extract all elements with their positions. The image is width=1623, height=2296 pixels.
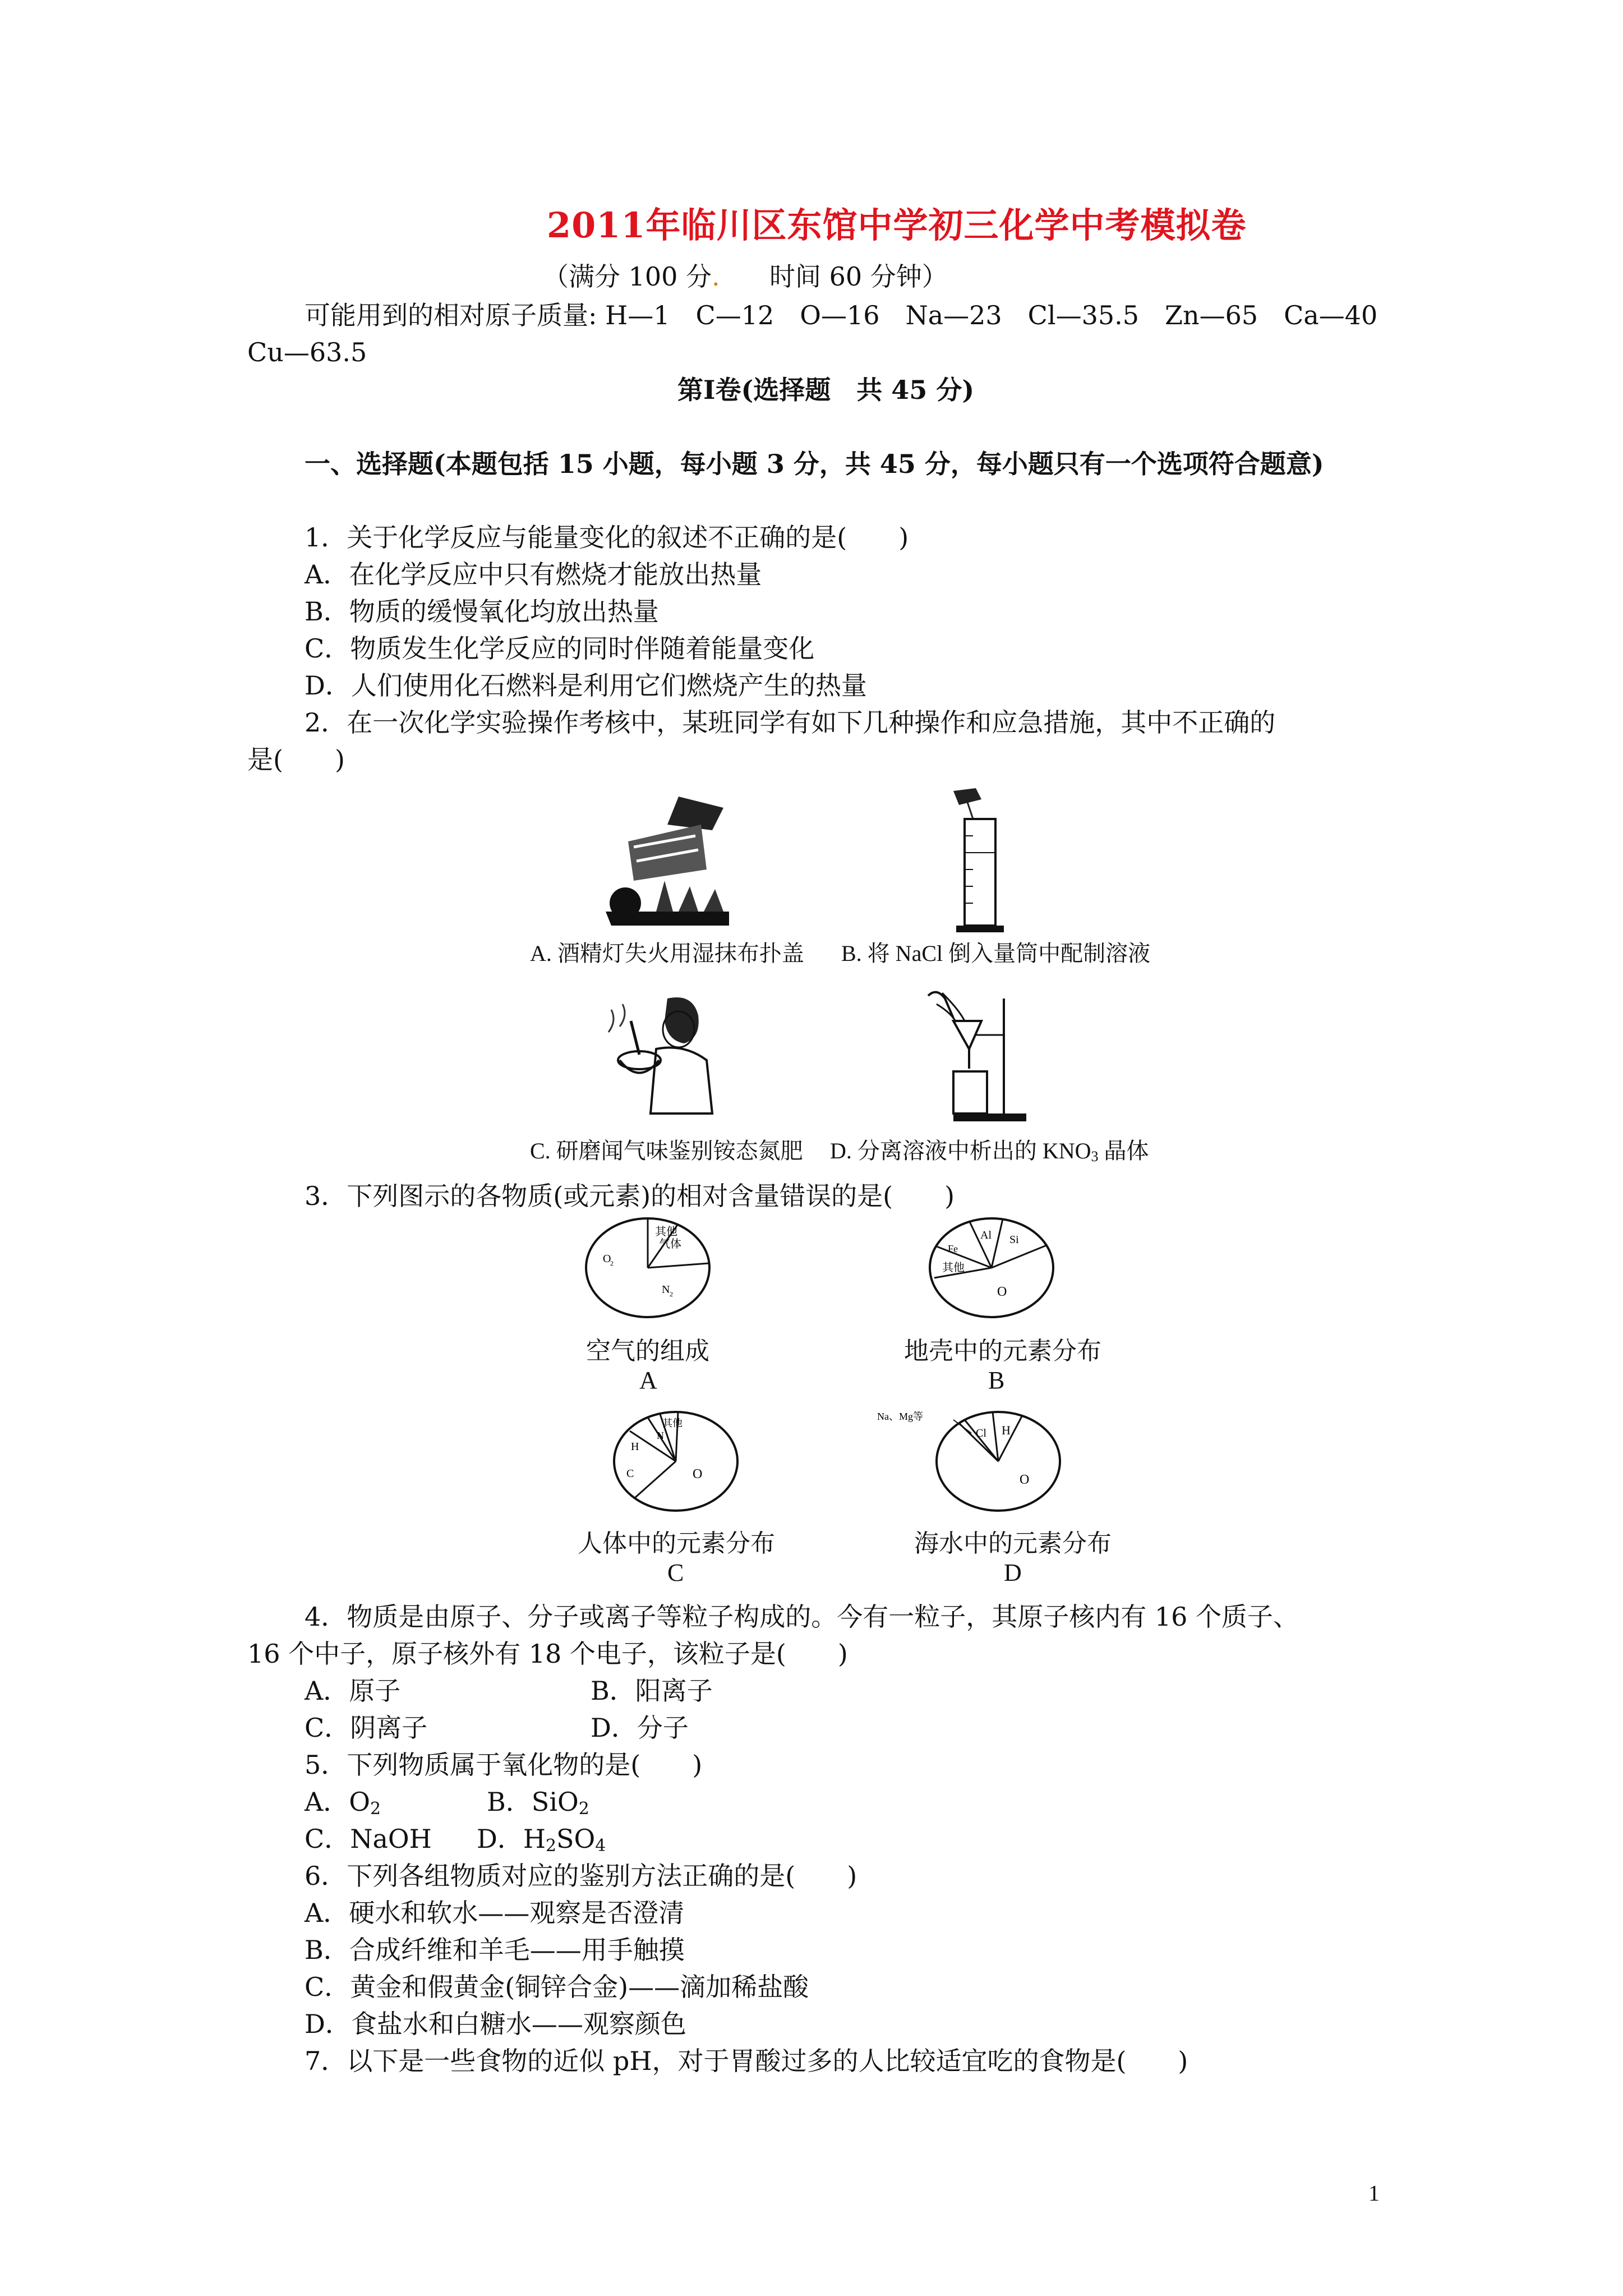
q5-option-d: D．$H_2SO_4$ (477, 1824, 606, 1856)
figure-filtration-stand (920, 987, 1032, 1128)
pie-sea-label-cl: Cl (976, 1427, 986, 1439)
pie-air-label-o2: O (603, 1253, 611, 1265)
q1-option-c: C．物质发生化学反应的同时伴随着能量变化 (305, 633, 815, 664)
pie-air-label-o2-sub: 2 (610, 1259, 614, 1267)
subtitle-time: 时间 60 分钟） (769, 261, 948, 292)
pie-sea-label-na-mg: Na、Mg等 (877, 1411, 923, 1422)
pie-sea-label-o: O (1020, 1473, 1030, 1487)
q2-stem-line1: 2．在一次化学实验操作考核中，某班同学有如下几种操作和应急措施，其中不正确的 (305, 707, 1276, 738)
q6-stem: 6．下列各组物质对应的鉴别方法正确的是( ) (305, 1861, 857, 1891)
q6-option-b: B．合成纤维和羊毛——用手触摸 (305, 1935, 685, 1965)
section-title: 一、选择题(本题包括 15 小题，每小题 3 分，共 45 分，每小题只有一个选项符合题意) (305, 449, 1324, 479)
q5-option-a: A．$O_2$ (305, 1787, 381, 1819)
q4-option-c: C．阴离子 (305, 1713, 428, 1743)
pie-sea-letter: D (1004, 1559, 1022, 1586)
page-number: 1 (1368, 2180, 1380, 2206)
q4-option-a: A．原子 (305, 1676, 401, 1706)
q6-option-d: D．食盐水和白糖水——观察颜色 (305, 2009, 686, 2039)
pie-body-label-o: O (693, 1467, 703, 1481)
pie-air-label-other1: 其他 (655, 1226, 677, 1238)
q2-caption-b: B. 将 NaCl 倒入量筒中配制溶液 (841, 941, 1151, 966)
pie-body-label-c: C (626, 1467, 634, 1480)
figure-alcohol-lamp-fire (594, 791, 740, 931)
q7-stem: 7．以下是一些食物的近似 pH，对于胃酸过多的人比较适宜吃的食物是( ) (305, 2046, 1188, 2076)
q5-option-b: B．SiO$_2$ (487, 1787, 589, 1819)
q6-option-a: A．硬水和软水——观察是否澄清 (305, 1898, 685, 1928)
pie-body-label-n: N (657, 1430, 664, 1441)
q4-option-b: B．阳离子 (591, 1676, 713, 1706)
pie-air-label-n2-sub: 2 (670, 1290, 673, 1298)
pie-body-caption: 人体中的元素分布 (578, 1530, 775, 1557)
q5-stem: 5．下列物质属于氧化物的是( ) (305, 1750, 703, 1780)
pie-crust-label-o: O (997, 1285, 1007, 1299)
pie-crust-label-al: Al (980, 1229, 992, 1241)
q1-option-a: A．在化学反应中只有燃烧才能放出热量 (305, 559, 762, 590)
pie-crust-label-si: Si (1009, 1234, 1019, 1246)
q1-option-b: B．物质的缓慢氧化均放出热量 (305, 596, 659, 627)
pie-air-letter: A (639, 1366, 657, 1394)
atomic-mass-line2: Cu—63.5 (247, 337, 367, 367)
pie-air-label-n2: N (662, 1283, 670, 1296)
pie-crust-label-fe: Fe (948, 1243, 958, 1254)
pie-air-label-other2: 气体 (659, 1238, 681, 1250)
q4-option-d: D．分子 (591, 1713, 689, 1743)
q2-stem-line2: 是( ) (247, 744, 345, 775)
pie-body-elements (608, 1405, 743, 1517)
pie-body-label-other: 其他 (662, 1418, 683, 1429)
atomic-mass-line1: 可能用到的相对原子质量: H—1 C—12 O—16 Na—23 Cl—35.5 Zn—65 Ca—40 (305, 300, 1378, 330)
q4-stem-line2: 16 个中子，原子核外有 18 个电子，该粒子是( ) (247, 1639, 848, 1669)
pie-crust-label-other: 其他 (942, 1262, 965, 1274)
figure-measuring-cylinder (942, 785, 1009, 942)
pie-air-caption: 空气的组成 (586, 1337, 709, 1365)
q2-caption-c: C. 研磨闻气味鉴别铵态氮肥 (530, 1138, 803, 1163)
figure-boy-grinding (600, 987, 718, 1116)
pie-air-composition (580, 1212, 715, 1324)
q4-stem-line1: 4．物质是由原子、分子或离子等粒子构成的。今有一粒子，其原子核内有 16 个质子、 (305, 1602, 1299, 1632)
subtitle-full-marks: （满分 100 分. (543, 261, 720, 292)
pie-seawater-elements (875, 1405, 1066, 1517)
q2-caption-d: D. 分离溶液中析出的 $KNO_3$ 晶体 (830, 1138, 1149, 1165)
pie-body-letter: C (667, 1559, 684, 1586)
pie-sea-caption: 海水中的元素分布 (914, 1530, 1112, 1557)
pie-crust-caption: 地壳中的元素分布 (904, 1337, 1101, 1365)
q3-stem: 3．下列图示的各物质(或元素)的相对含量错误的是( ) (305, 1181, 955, 1211)
part-title: 第Ⅰ卷(选择题 共 45 分) (677, 375, 975, 405)
q6-option-c: C．黄金和假黄金(铜锌合金)——滴加稀盐酸 (305, 1972, 809, 2002)
q2-caption-a: A. 酒精灯失火用湿抹布扑盖 (530, 941, 804, 966)
q1-option-d: D．人们使用化石燃料是利用它们燃烧产生的热量 (305, 670, 867, 701)
pie-body-label-h: H (631, 1441, 639, 1453)
q5-option-c: C．NaOH (305, 1824, 432, 1854)
q1-stem: 1．关于化学反应与能量变化的叙述不正确的是( ) (305, 522, 909, 553)
page-title: 2011年临川区东馆中学初三化学中考模拟卷 (547, 205, 1247, 246)
pie-crust-elements (924, 1212, 1059, 1324)
pie-crust-letter: B (988, 1366, 1005, 1394)
pie-sea-label-h: H (1002, 1423, 1011, 1437)
